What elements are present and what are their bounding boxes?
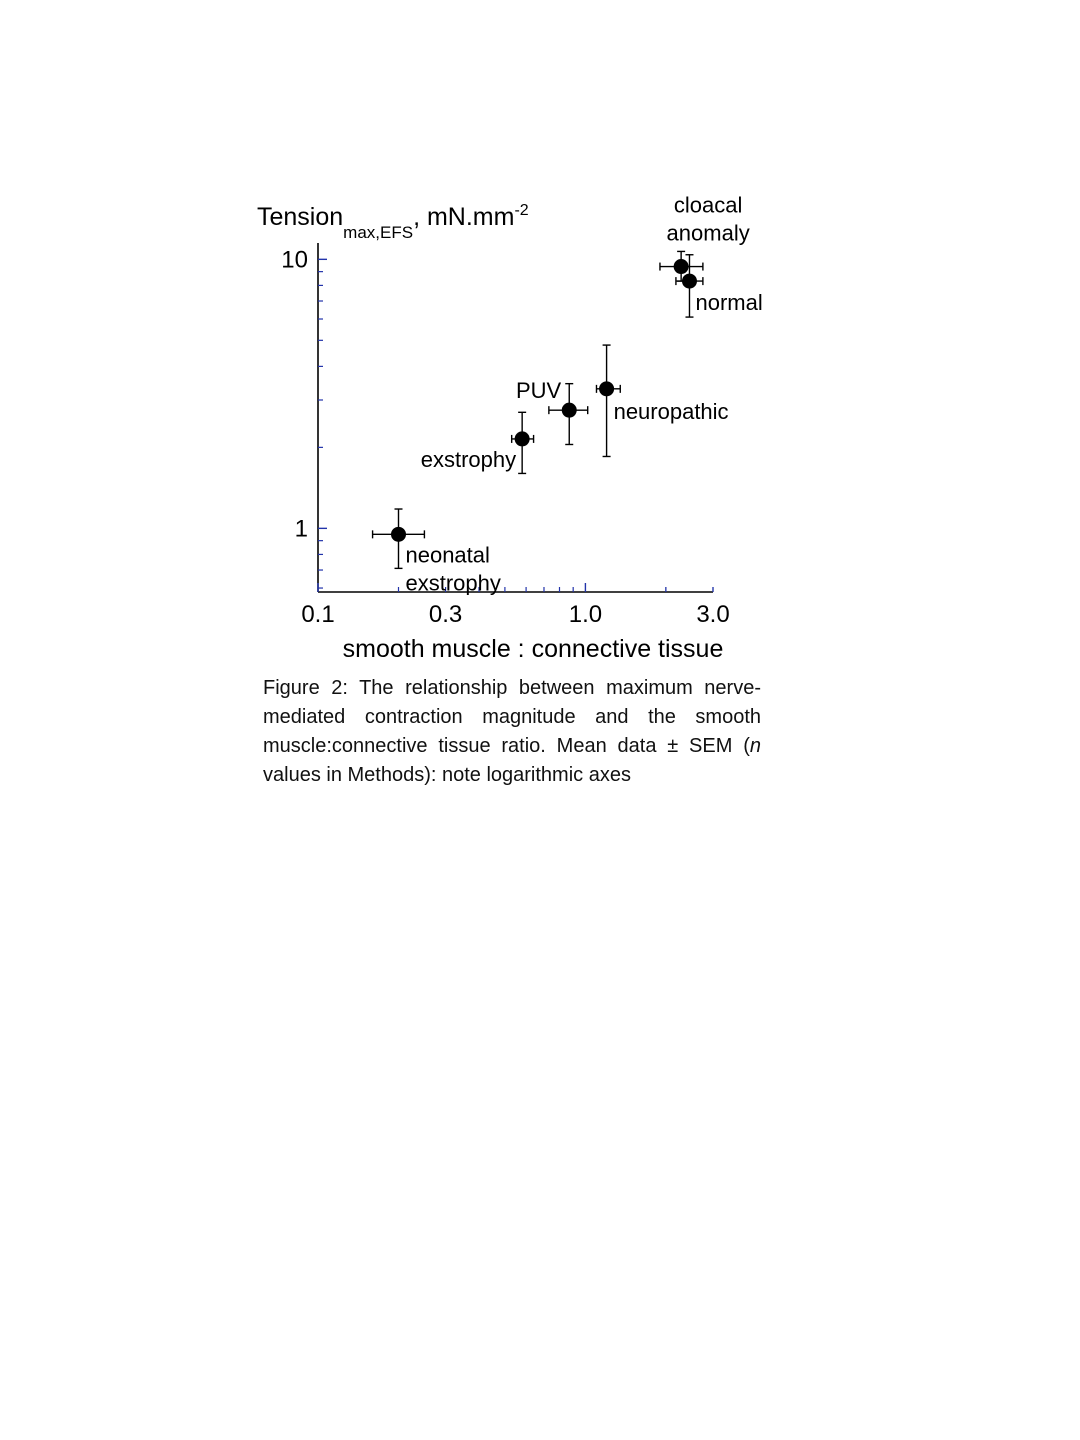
point-label-line: neonatal [405,542,490,568]
point-label [421,447,516,472]
caption-text-2: values in Methods): note logarithmic axes [263,764,631,786]
y-axis-label-superscript: -2 [514,202,529,219]
data-point [562,403,577,418]
tick-marks [318,259,713,592]
x-tick-label: 0.3 [428,601,463,628]
point-label [516,378,562,403]
point-label [614,399,729,424]
point-label-line: normal [695,290,763,316]
point-label-line: exstrophy [405,570,501,596]
point-label-line: cloacal [673,192,743,218]
y-tick-label: 1 [294,515,308,543]
y-axis-label-unit: , mN.mm [413,203,515,231]
point-label [667,193,750,246]
data-point [682,274,697,289]
y-axis-label [257,202,529,242]
point-label [695,290,762,315]
data-point [391,527,406,542]
figure-caption [263,674,761,790]
tick-labels [281,246,729,628]
x-tick-label: 1.0 [568,601,603,628]
point-label-line: PUV [515,378,562,404]
scatter-chart [0,0,1080,670]
caption-text-1: Figure 2: The relationship between maximum nerve-mediated contraction magnitude and the smooth muscle:connective tissue ratio. Mean data ± SEM ( [263,677,761,757]
point-labels [405,193,762,596]
x-axis-label: smooth muscle : connective tissue [342,635,724,663]
y-axis-label-main: Tension [257,203,344,231]
data-point [599,381,614,396]
point-label-line: anomaly [666,220,750,246]
point-label [405,542,500,595]
data-point [515,431,530,446]
point-label-line: exstrophy [420,446,517,472]
x-tick-label: 3.0 [696,601,730,628]
y-tick-label: 10 [281,246,308,274]
caption-italic-n: n [749,735,761,757]
x-tick-label: 0.1 [301,601,335,628]
y-axis-label-subscript: max,EFS [343,223,414,242]
point-label-line: neuropathic [613,398,729,424]
data-point [674,259,689,274]
